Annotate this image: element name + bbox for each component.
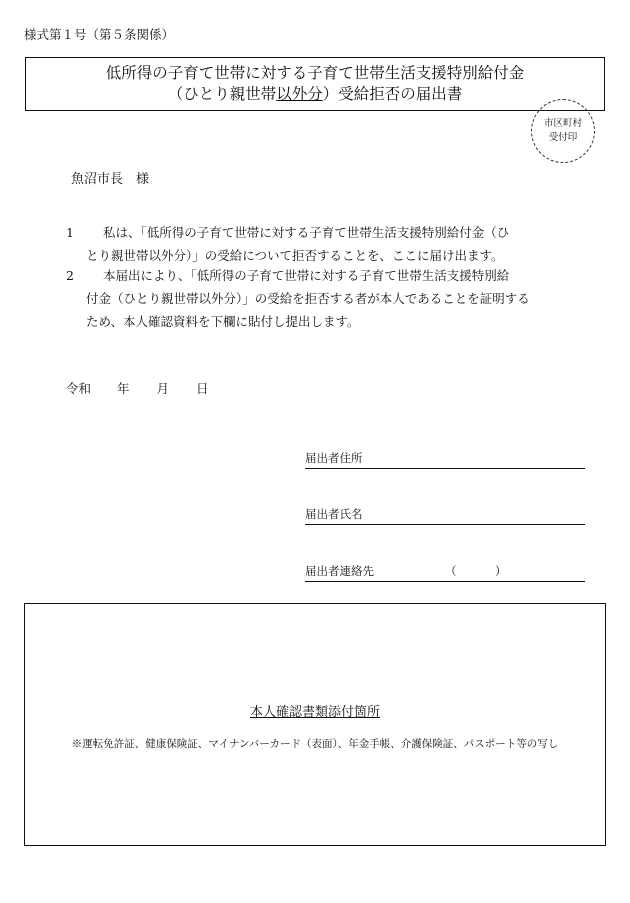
form-number: 様式第１号（第５条関係）	[24, 27, 175, 42]
date-era: 令和	[66, 381, 92, 396]
attachment-title-text: 本人確認書類添付箇所	[249, 705, 380, 720]
applicant-contact-field[interactable]	[305, 561, 585, 582]
reception-stamp-circle	[531, 99, 595, 163]
document-title-line1: 低所得の子育て世帯に対する子育て世帯生活支援特別給付金	[105, 64, 525, 82]
item-line: 私は、「低所得の子育て世帯に対する子育て世帯生活支援特別給付金（ひ	[103, 225, 510, 240]
date-year: 年	[117, 381, 130, 396]
applicant-address-field[interactable]	[305, 448, 585, 469]
item-line: ため、本人確認資料を下欄に貼付し提出します。	[86, 314, 360, 329]
stamp-line2: 受付印	[548, 132, 578, 143]
date-day: 日	[196, 381, 209, 396]
document-title-box	[25, 57, 605, 111]
date-line	[66, 379, 209, 397]
item-line: 付金（ひとり親世帯以外分）」の受給を拒否する者が本人であることを証明する	[86, 291, 530, 306]
title-line2-underlined: 以外分	[276, 85, 323, 103]
statement-item-2	[66, 264, 586, 333]
item-line: とり親世帯以外分）」の受給について拒否することを、ここに届け出ます。	[86, 248, 504, 263]
date-month: 月	[156, 381, 170, 396]
item-number: 2	[66, 268, 74, 283]
attachment-note: ※運転免許証、健康保険証、マイナンバーカード（表面）、年金手帳、介護保険証、パスポート等の写し	[71, 738, 559, 750]
title-line2-after: ）受給拒否の届出書	[322, 85, 463, 103]
item-text	[86, 264, 530, 333]
item-number: 1	[66, 225, 74, 240]
id-document-attachment-area	[24, 603, 606, 846]
document-title-line2	[26, 84, 604, 105]
applicant-name-label: 届出者氏名	[305, 507, 363, 521]
item-text	[86, 221, 509, 267]
contact-paren-close: ）	[495, 564, 507, 578]
statement-item-1	[66, 221, 586, 267]
applicant-contact-label: 届出者連絡先	[305, 564, 374, 578]
contact-paren-open: （	[445, 564, 457, 578]
stamp-line1: 市区町村	[543, 118, 582, 129]
applicant-name-field[interactable]	[305, 504, 585, 525]
attachment-title	[25, 701, 605, 720]
addressee: 魚沼市長 様	[71, 172, 150, 187]
title-line2-before: （ひとり親世帯	[167, 85, 277, 103]
applicant-address-label: 届出者住所	[305, 451, 363, 465]
item-line: 本届出により、「低所得の子育て世帯に対する子育て世帯生活支援特別給	[103, 268, 510, 283]
